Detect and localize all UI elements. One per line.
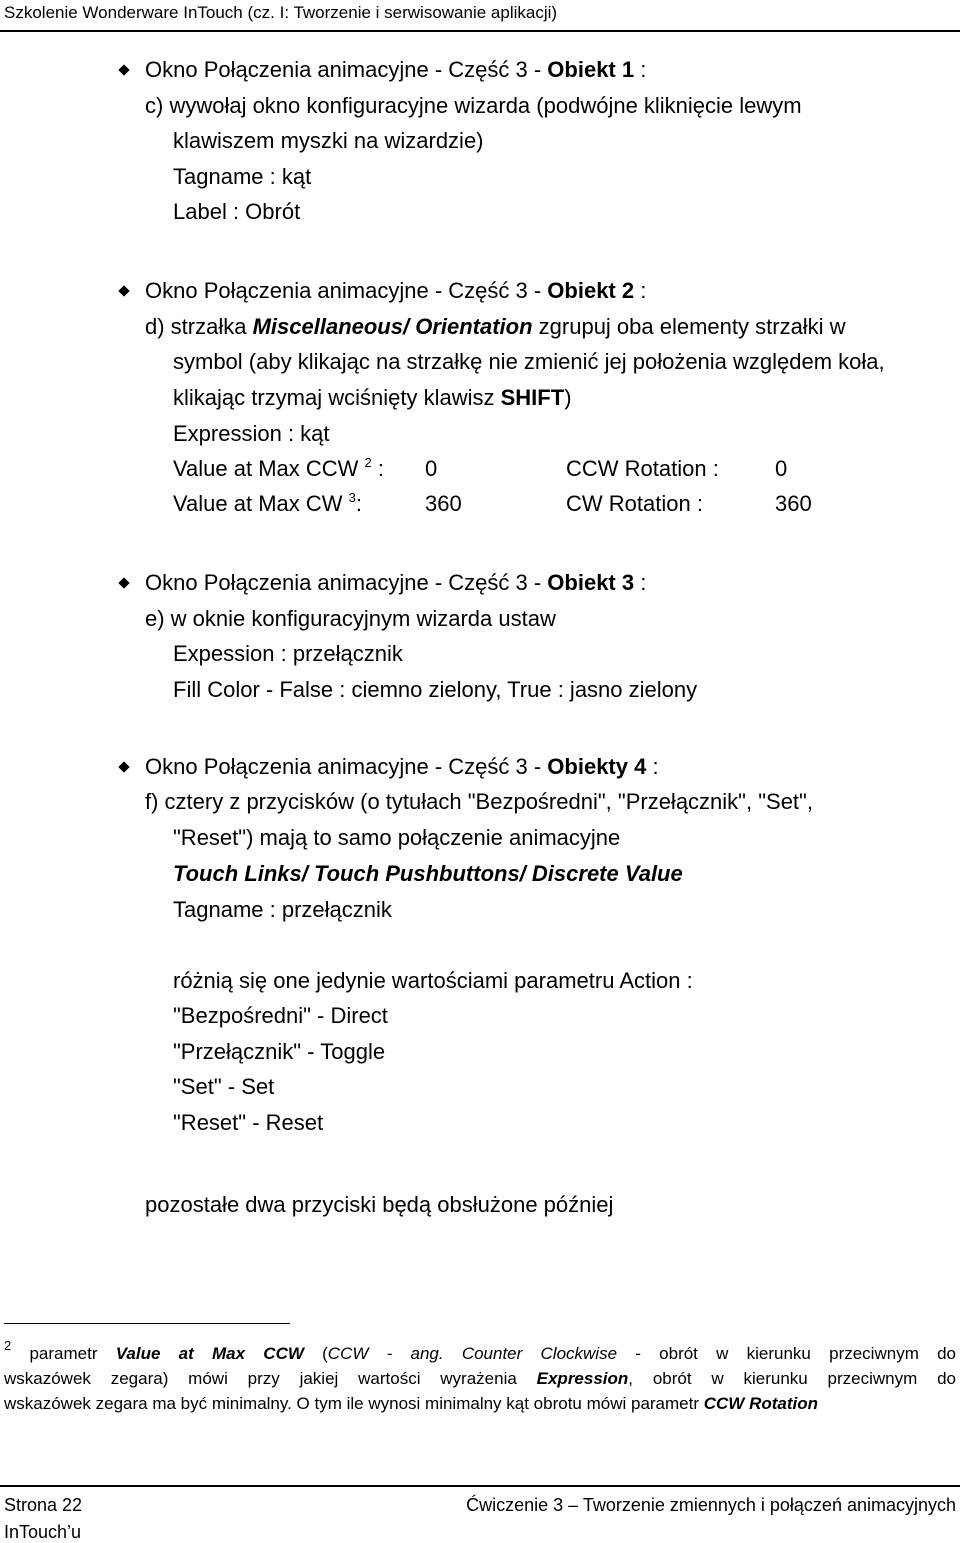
value-max-ccw-label: Value at Max CCW $^2$ :	[173, 455, 385, 481]
footer-brand: InTouch’u	[4, 1522, 82, 1542]
action-direct: "Bezpośredni" - Direct	[173, 1003, 388, 1028]
cw-rotation-label: CW Rotation :	[566, 491, 703, 516]
section-3-line-1: e) w oknie konfiguracyjnym wizarda ustaw	[145, 606, 556, 631]
footnote-line-2: wskazówek zegara) mówi przy jakiej wartości wyrażenia Expression, obrót w kierunku przeciwnym do	[4, 1369, 956, 1388]
action-reset: "Reset" - Reset	[173, 1110, 324, 1135]
value-max-cw-label: Value at Max CW $^3$:	[173, 490, 363, 516]
diamond-bullet-icon	[117, 285, 131, 299]
section-1-line-2: klawiszem myszki na wizardzie)	[173, 128, 484, 153]
ccw-rotation-label: CCW Rotation :	[566, 456, 719, 481]
section-1-line-1: c) wywołaj okno konfiguracyjne wizarda (podwójne kliknięcie lewym	[145, 93, 802, 118]
section-4-closing-note: pozostałe dwa przyciski będą obsłużone później	[145, 1192, 614, 1217]
footer-chapter: Ćwiczenie 3 – Tworzenie zmiennych i połączeń animacyjnych	[466, 1495, 956, 1515]
section-2-line-1: d) strzałka Miscellaneous/ Orientation zgrupuj oba elementy strzałki w	[145, 314, 846, 339]
section-2-line-2: symbol (aby klikając na strzałkę nie zmienić jej położenia względem koła,	[173, 349, 885, 374]
section-4-line-2: "Reset") mają to samo połączenie animacyjne	[173, 825, 621, 850]
footnote-divider	[4, 1323, 290, 1324]
diamond-bullet-icon	[117, 64, 131, 78]
diamond-bullet-icon	[117, 761, 131, 775]
footnote-line-1: $^2$ parametr Value at Max CCW (CCW - ang. Counter Clockwise - obrót w kierunku przeciwnym do	[4, 1338, 956, 1363]
ccw-rotation-value: 0	[775, 456, 788, 481]
page-number: Strona 22	[4, 1495, 83, 1515]
section-4-line-1: f) cztery z przycisków (o tytułach "Bezpośredni", "Przełącznik", "Set",	[145, 789, 813, 814]
section-4-line-4: Tagname : przełącznik	[173, 897, 392, 922]
section-3-title: Okno Połączenia animacyjne - Część 3 - Obiekt 3 :	[145, 570, 647, 595]
action-set: "Set" - Set	[173, 1074, 275, 1099]
section-3-line-2: Expession : przełącznik	[173, 641, 403, 666]
footer-divider	[0, 1485, 960, 1487]
section-1-line-4: Label : Obrót	[173, 199, 301, 224]
section-4-title: Okno Połączenia animacyjne - Część 3 - Obiekty 4 :	[145, 754, 659, 779]
section-2-line-4: Expression : kąt	[173, 421, 330, 446]
section-4-line-5: różnią się one jedynie wartościami parametru Action :	[173, 968, 693, 993]
cw-rotation-value: 360	[775, 491, 812, 516]
header-divider	[0, 30, 960, 32]
section-4-menu-path: Touch Links/ Touch Pushbuttons/ Discrete Value	[173, 861, 683, 886]
diamond-bullet-icon	[117, 577, 131, 591]
section-1-line-3: Tagname : kąt	[173, 164, 312, 189]
section-2-title: Okno Połączenia animacyjne - Część 3 - Obiekt 2 :	[145, 278, 647, 303]
section-3-line-3: Fill Color - False : ciemno zielony, True : jasno zielony	[173, 677, 698, 702]
value-max-ccw-value: 0	[425, 456, 438, 481]
section-2-line-3: klikając trzymaj wciśnięty klawisz SHIFT)	[173, 385, 572, 410]
section-1-title: Okno Połączenia animacyjne - Część 3 - Obiekt 1 :	[145, 57, 647, 82]
page-header	[0, 0, 960, 30]
value-max-cw-value: 360	[425, 491, 462, 516]
action-toggle: "Przełącznik" - Toggle	[173, 1039, 386, 1064]
footnote-line-3: wskazówek zegara ma być minimalny. O tym ile wynosi minimalny kąt obrotu mówi parametr CCW Rotation	[4, 1394, 819, 1413]
header-title: Szkolenie Wonderware InTouch (cz. I: Tworzenie i serwisowanie aplikacji)	[4, 3, 558, 22]
